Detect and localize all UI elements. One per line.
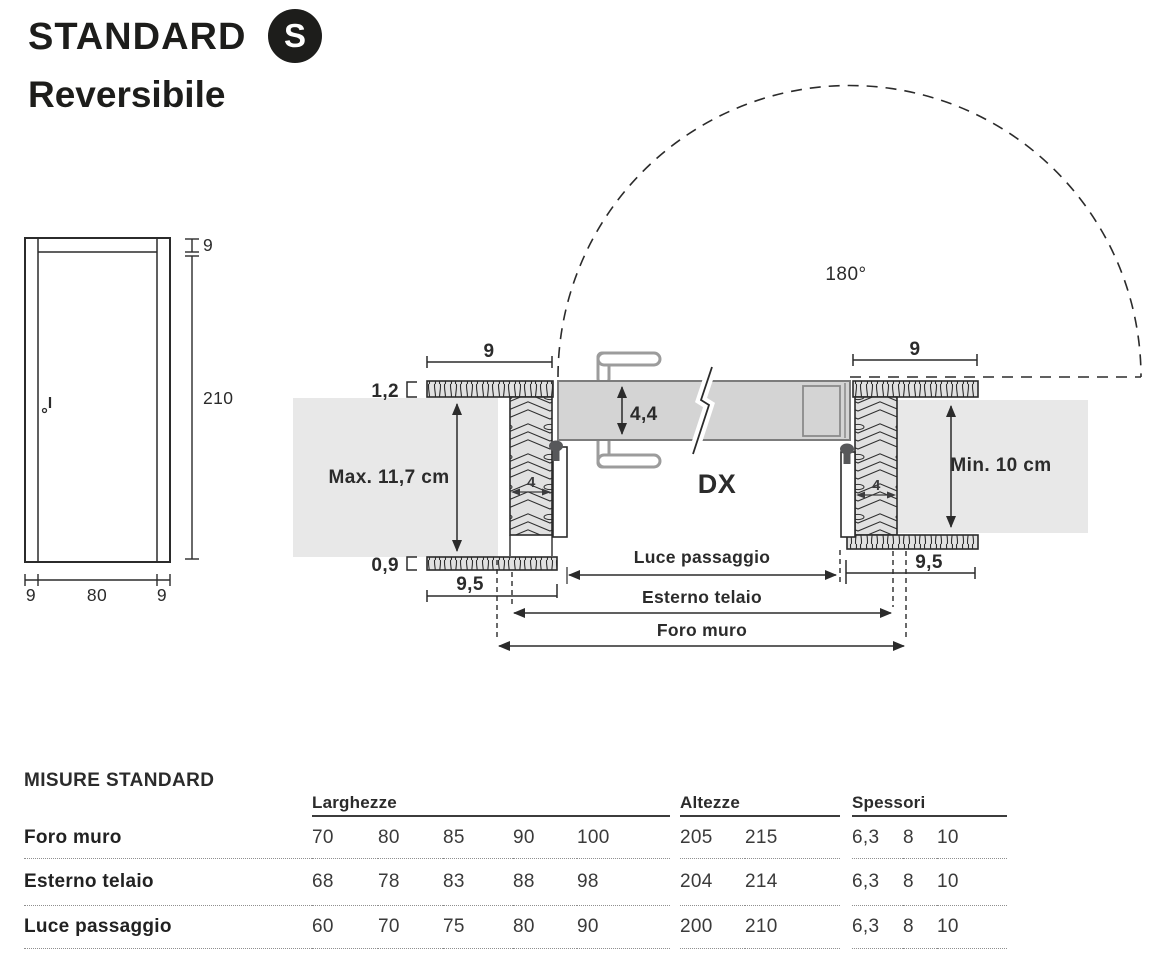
table-cell: 205 [680, 817, 745, 859]
bracket-bottom-thickness [407, 557, 417, 570]
foro-muro-label: Foro muro [656, 620, 748, 640]
table-cell: 83 [443, 859, 513, 906]
table-cell: 210 [745, 906, 840, 949]
table-grid [24, 794, 1007, 949]
wall-min-label: Min. 10 cm [950, 455, 1052, 476]
table-cell: 8 [903, 906, 937, 949]
table-cell: 200 [680, 906, 745, 949]
table-cell: 78 [378, 859, 443, 906]
table-cell: 6,3 [852, 859, 903, 906]
row-label: Luce passaggio [24, 906, 312, 949]
table-cell: 8 [903, 817, 937, 859]
bracket-top-thickness [407, 382, 417, 397]
table-cell: 80 [513, 906, 577, 949]
table-cell: 75 [443, 906, 513, 949]
table-cell: 8 [903, 859, 937, 906]
row-label: Esterno telaio [24, 859, 312, 906]
door-elevation [25, 238, 199, 586]
table-cell: 6,3 [852, 817, 903, 859]
architrave-bottom-left [427, 557, 557, 570]
table-cell: 90 [513, 817, 577, 859]
table-cell: 60 [312, 906, 378, 949]
jamb-left [510, 397, 552, 535]
column-group-larghezze: Larghezze [312, 793, 670, 817]
page-subtitle: Reversibile [28, 74, 226, 115]
dim-label-top-thickness: 1,2 [371, 381, 399, 402]
column-group-altezze: Altezze [680, 793, 840, 817]
dim-label-frame-depth-left: 9,5 [456, 574, 484, 595]
table-cell: 215 [745, 817, 840, 859]
door-handle-top-icon [598, 353, 660, 383]
swing-angle-label: 180° [825, 264, 867, 285]
misure-standard-table [24, 770, 1007, 949]
table-cell: 85 [443, 817, 513, 859]
table-title: MISURE STANDARD [24, 770, 215, 791]
table-cell: 10 [937, 817, 1007, 859]
table-cell: 214 [745, 859, 840, 906]
architrave-top-right [853, 381, 978, 397]
elevation-dim-bottom-center: 80 [86, 585, 108, 605]
door-swing-arc [558, 86, 1141, 378]
table-cell: 98 [577, 859, 670, 906]
hand-label: DX [697, 469, 737, 499]
dim-frame-depth-right [846, 560, 975, 584]
table-cell: 88 [513, 859, 577, 906]
dim-label-bottom-thickness: 0,9 [371, 555, 399, 576]
architrave-bottom-right [847, 535, 978, 549]
series-badge-letter: S [283, 17, 306, 54]
table-corner-spacer [24, 794, 312, 817]
elevation-dim-bottom-left: 9 [25, 585, 37, 605]
door-thickness-label: 4,4 [630, 404, 658, 425]
row-label: Foro muro [24, 817, 312, 859]
table-cell: 70 [312, 817, 378, 859]
architrave-top-left [427, 381, 553, 397]
jamb-depth-label-right: 4 [872, 477, 881, 494]
table-cell: 10 [937, 859, 1007, 906]
table-cell: 6,3 [852, 906, 903, 949]
jamb-right [855, 397, 897, 535]
wall-max-label: Max. 11,7 cm [328, 467, 450, 488]
table-cell: 68 [312, 859, 378, 906]
esterno-telaio-label: Esterno telaio [642, 587, 762, 607]
table-cell: 70 [378, 906, 443, 949]
table-cell: 90 [577, 906, 670, 949]
luce-passaggio-label: Luce passaggio [633, 547, 771, 567]
door-stop-right [841, 452, 855, 537]
jamb-depth-label-left: 4 [527, 474, 536, 491]
table-cell: 80 [378, 817, 443, 859]
table-cell: 204 [680, 859, 745, 906]
elevation-dim-top: 9 [203, 235, 214, 255]
elevation-dim-height: 210 [203, 388, 234, 408]
door-frame-outline [25, 238, 170, 562]
table-cell: 10 [937, 906, 1007, 949]
dim-frame-depth-left [427, 584, 557, 602]
column-group-spessori: Spessori [852, 793, 1007, 817]
page-title: STANDARD [28, 16, 247, 58]
table-cell: 100 [577, 817, 670, 859]
dim-label-frame-depth-right: 9,5 [915, 552, 943, 573]
dim-label-architrave-left: 9 [483, 341, 495, 362]
door-handle-bottom-icon [598, 437, 660, 467]
elevation-dim-bottom-right: 9 [156, 585, 168, 605]
dim-label-architrave-right: 9 [909, 339, 921, 360]
